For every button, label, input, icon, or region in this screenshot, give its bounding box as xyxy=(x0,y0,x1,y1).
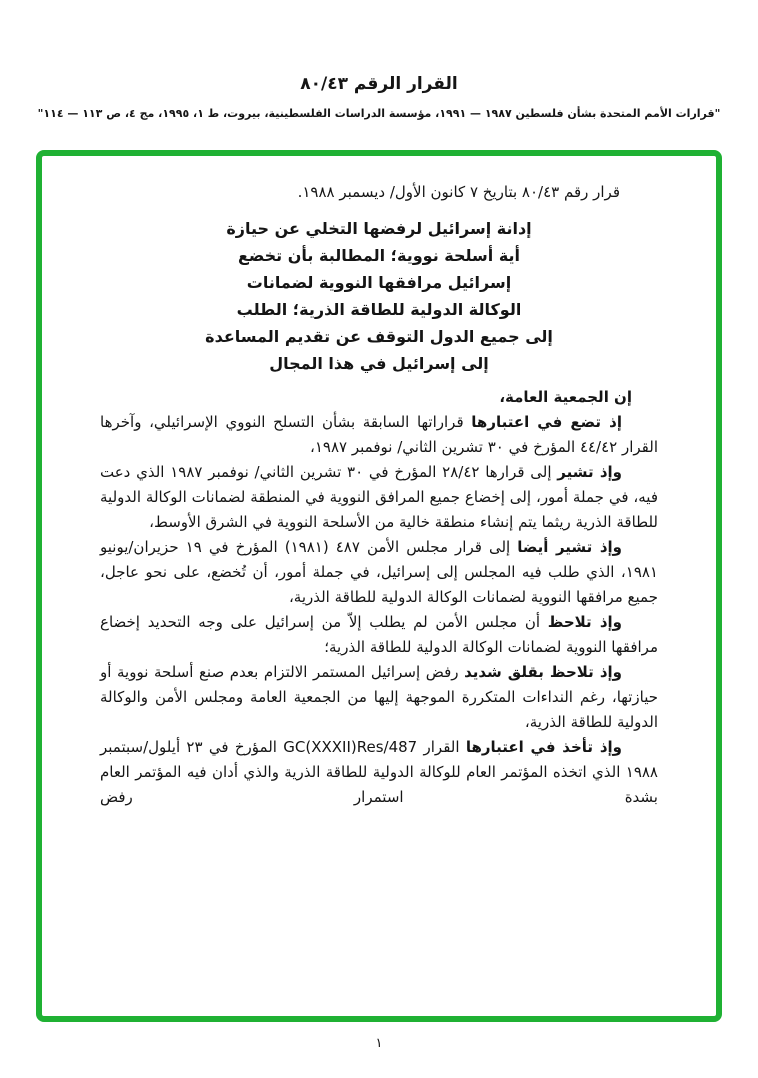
preambular-paragraph xyxy=(100,735,658,810)
paragraph-text: رفض إسرائيل المستمر الالتزام بعدم صنع أسلحة نووية أو حيازتها، رغم النداءات المتكررة الموجهة إليها من الجمعية العامة ومجلس الأمن والوكالة الدولية للطاقة الذرية، xyxy=(100,663,658,731)
paragraph-text: أن مجلس الأمن لم يطلب إلاّ من إسرائيل على وجه التحديد إخضاع مرافقها النووية لضمانات الوكالة الدولية للطاقة الذرية؛ xyxy=(100,613,658,656)
resolution-body xyxy=(42,156,716,810)
resolution-heading xyxy=(100,215,658,377)
preamble-opening: إن الجمعية العامة، xyxy=(499,388,632,406)
preambular-paragraph xyxy=(100,410,658,460)
paragraph-text: قراراتها السابقة بشأن التسلح النووي الإسرائيلي، وآخرها القرار ٤٤/٤٢ المؤرخ في ٣٠ تشرين الثاني/ نوفمبر ١٩٨٧، xyxy=(100,413,658,456)
resolution-heading-line: إلى إسرائيل في هذا المجال xyxy=(269,354,489,373)
page-number: ١ xyxy=(375,1036,383,1051)
resolution-heading-line: إدانة إسرائيل لرفضها التخلي عن حيازة xyxy=(226,219,532,238)
resolution-frame xyxy=(36,150,722,1022)
preambular-paragraph xyxy=(100,660,658,735)
source-citation: "قرارات الأمم المتحدة بشأن فلسطين ١٩٨٧ — ١٩٩١، مؤسسة الدراسات الفلسطينية، بيروت، ط ١، ١٩٩٥، مج ٤، ص ١١٣ — ١١٤" xyxy=(37,107,721,120)
paragraph-lead: وإذ تلاحظ بقلق شديد xyxy=(464,663,622,681)
resolution-heading-line: أية أسلحة نووية؛ المطالبة بأن تخضع xyxy=(237,246,521,265)
resolution-heading-line: إلى جميع الدول التوقف عن تقديم المساعدة xyxy=(205,327,553,346)
paragraph-lead: وإذ تلاحظ xyxy=(547,613,622,631)
resolution-heading-line: الوكالة الدولية للطاقة الذرية؛ الطلب xyxy=(236,300,522,319)
preambular-paragraph xyxy=(100,535,658,610)
resolution-number-title: القرار الرقم ٨٠/٤٣ xyxy=(300,74,458,94)
preambular-paragraph xyxy=(100,460,658,535)
resolution-date-line: قرار رقم ٨٠/٤٣ بتاريخ ٧ كانون الأول/ ديسمبر ١٩٨٨. xyxy=(297,183,620,201)
preambular-paragraph xyxy=(100,610,658,660)
paragraph-lead: إذ تضع في اعتبارها xyxy=(471,413,622,431)
paragraph-lead: وإذ تشير أيضا xyxy=(517,538,622,556)
paragraph-text: القرار GC(XXXII)Res/487 المؤرخ في ٢٣ أيلول/سبتمبر ١٩٨٨ الذي اتخذه المؤتمر العام للوكالة الدولية للطاقة الذرية والذي أدان فيه المؤتمر العام بشدة استمرار رفض xyxy=(100,738,658,806)
resolution-heading-line: إسرائيل مرافقها النووية لضمانات xyxy=(246,273,512,292)
paragraph-text: إلى قرارها ٢٨/٤٢ المؤرخ في ٣٠ تشرين الثاني/ نوفمبر ١٩٨٧ الذي دعت فيه، في جملة أمور، إلى إخضاع جميع المرافق النووية في المنطقة لضمانات الوكالة الدولية للطاقة الذرية ريثما يتم إنشاء منطقة خالية من الأسلحة النووية في الشرق الأوسط، xyxy=(100,463,658,531)
paragraph-lead: وإذ تأخذ في اعتبارها xyxy=(465,738,622,756)
paragraph-lead: وإذ تشير xyxy=(557,463,622,481)
paragraph-text: إلى قرار مجلس الأمن ٤٨٧ (١٩٨١) المؤرخ في ١٩ حزيران/يونيو ١٩٨١، الذي طلب فيه المجلس إلى إسرائيل، في جملة أمور، أن تُخضع، على نحو عاجل، جميع مرافقها النووية لضمانات الوكالة الدولية للطاقة الذرية، xyxy=(100,538,658,606)
